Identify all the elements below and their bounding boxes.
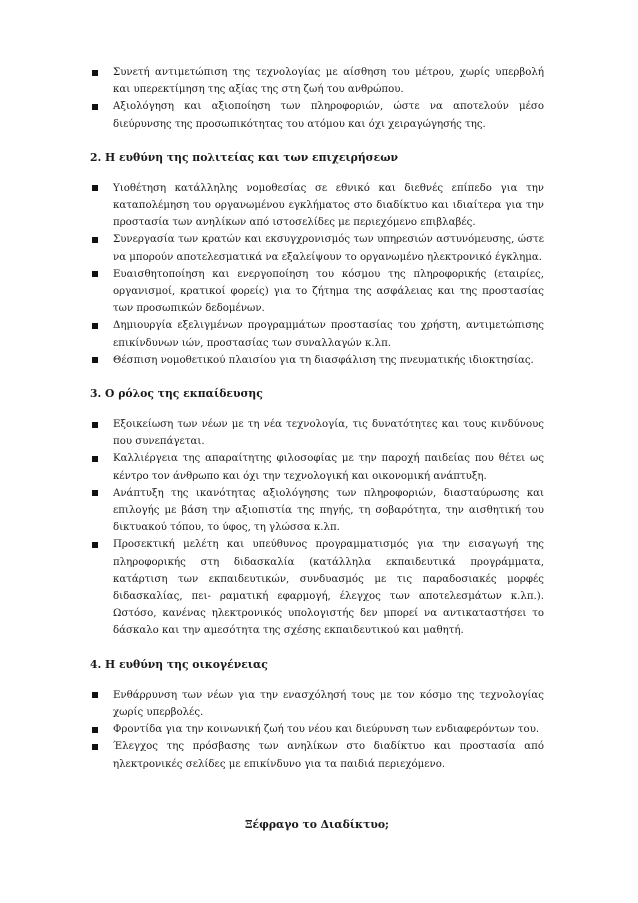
list-item: Έλεγχος της πρόσβασης των ανηλίκων στο διαδίκτυο και προστασία από ηλεκτρονικές σελίδες με επικίνδυνο για τα παιδιά περιεχόμενο. [90,738,544,772]
square-bullet-icon [92,185,98,191]
list-item: Ανάπτυξη της ικανότητας αξιολόγησης των πληροφοριών, διασταύρωσης και επιλογής με βάση την αξιοπιστία της πηγής, τη σοβαρότητα, την αισθητική του δικτυακού τόπου, το ύφος, τη γλώσσα κ.λπ. [90,485,544,537]
family-responsibility-list [90,687,544,773]
section-heading-state-responsibility: 2. Η ευθύνη της πολιτείας και των επιχειρήσεων [90,150,398,164]
list-item: Δημιουργία εξελιγμένων προγραμμάτων προστασίας του χρήστη, αντιμετώπισης επικίνδυνων ιών, προστασίας των συναλλαγών κ.λπ. [90,317,544,351]
square-bullet-icon [92,323,98,329]
square-bullet-icon [92,744,98,750]
list-item: Προσεκτική μελέτη και υπεύθυνος προγραμματισμός για την εισαγωγή της πληροφορικής στη διδασκαλία (κατάλληλα εκπαιδευτικά προγράμματα, κατάρτιση των εκπαιδευτικών, συνδυασμός με τις παραδοσιακές μορφές διδασκαλίας, πει- ραματική εφαρμογή, έλεγχος των αποτελεσμάτων κ.λπ.). Ωστόσο, κανένας ηλεκτρονικός υπολογιστής δεν μπορεί να αντικαταστήσει το δάσκαλο και την αμεσότητα της σχέσης εκπαιδευτικού και μαθητή. [90,536,544,639]
list-item: Καλλιέργεια της απαραίτητης φιλοσοφίας με την παροχή παιδείας που θέτει ως κέντρο τον άνθρωπο και όχι την τεχνολογική και οικονομική ανάπτυξη. [90,450,544,484]
education-role-list [90,416,544,640]
square-bullet-icon [92,104,98,110]
square-bullet-icon [92,456,98,462]
intro-bullet-list [90,64,544,133]
square-bullet-icon [92,727,98,733]
square-bullet-icon [92,422,98,428]
square-bullet-icon [92,271,98,277]
section-heading-education-role: 3. Ο ρόλος της εκπαίδευσης [90,387,263,401]
square-bullet-icon [92,70,98,76]
list-item: Ενθάρρυνση των νέων για την ενασχόλησή τους με τον κόσμο της τεχνολογίας χωρίς υπερβολές. [90,687,544,721]
state-responsibility-list [90,180,544,369]
square-bullet-icon [92,357,98,363]
list-item: Ευαισθητοποίηση και ενεργοποίηση του κόσμου της πληροφορικής (εταιρίες, οργανισμοί, κρατικοί φορείς) για το ζήτημα της ασφάλειας και της προστασίας των προσωπικών δεδομένων. [90,266,544,318]
document-page [90,64,544,832]
list-item: Συνεργασία των κρατών και εκσυγχρονισμός των υπηρεσιών αστυνόμευσης, ώστε να μπορούν αποτελεσματικά να εξαλείψουν το οργανωμένο ηλεκτρονικό έγκλημα. [90,231,544,265]
list-item: Υιοθέτηση κατάλληλης νομοθεσίας σε εθνικό και διεθνές επίπεδο για την καταπολέμηση του οργανωμένου εγκλήματος στο διαδίκτυο και ιδιαίτερα για την προστασία των ανηλίκων από ιστοσελίδες με περιεχόμενο επιβλαβές. [90,180,544,232]
list-item: Φροντίδα για την κοινωνική ζωή του νέου και διεύρυνση των ενδιαφερόντων του. [90,721,544,738]
list-item: Εξοικείωση των νέων με τη νέα τεχνολογία, τις δυνατότητες και τους κινδύνους που συνεπάγεται. [90,416,544,450]
square-bullet-icon [92,237,98,243]
list-item: Συνετή αντιμετώπιση της τεχνολογίας με αίσθηση του μέτρου, χωρίς υπερβολή και υπερεκτίμηση της αξίας της στη ζωή του ανθρώπου. [90,64,544,98]
section-heading-family-responsibility: 4. Η ευθύνη της οικογένειας [90,657,268,671]
closing-title: Ξέφραγο το Διαδίκτυο; [244,817,390,831]
list-item: Θέσπιση νομοθετικού πλαισίου για τη διασφάλιση της πνευματικής ιδιοκτησίας. [90,352,544,369]
square-bullet-icon [92,542,98,548]
square-bullet-icon [92,490,98,496]
list-item: Αξιολόγηση και αξιοποίηση των πληροφοριών, ώστε να αποτελούν μέσο διεύρυνσης της προσωπικότητας του ατόμου και όχι χειραγώγησής της. [90,98,544,132]
square-bullet-icon [92,692,98,698]
